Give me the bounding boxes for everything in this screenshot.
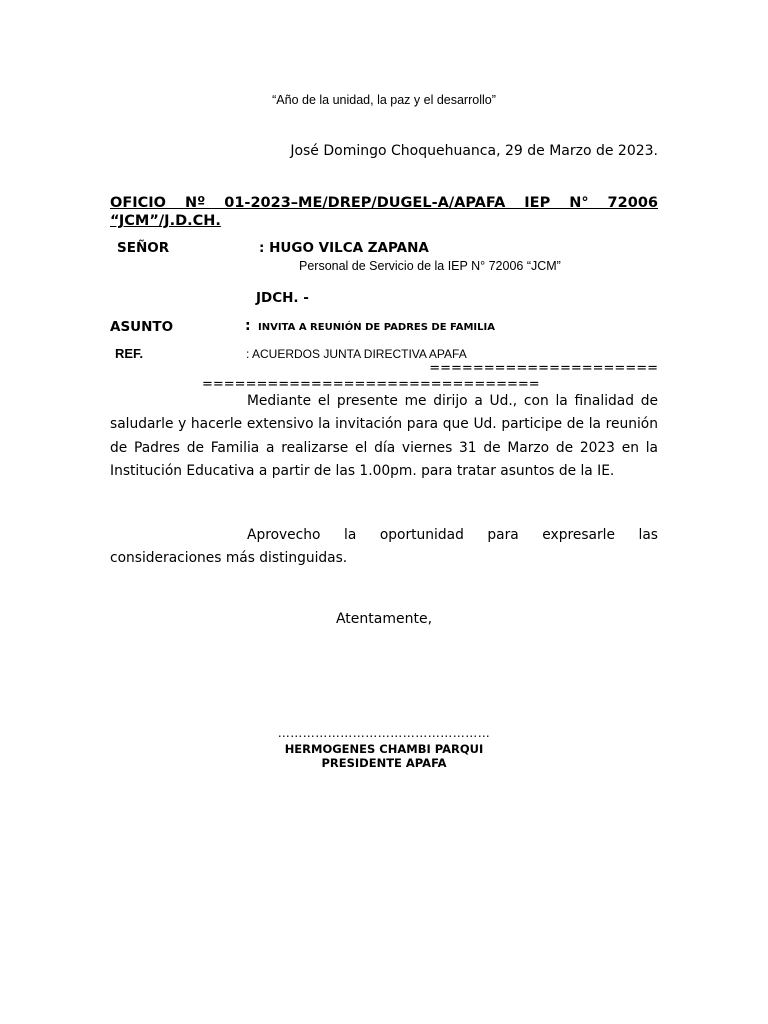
signer-name: HERMOGENES CHAMBI PARQUI (284, 742, 484, 756)
closing-salutation: Atentamente, (335, 611, 433, 627)
recipient-role: Personal de Servicio de la IEP N° 72006 “JCM” (299, 259, 561, 273)
body-paragraph-1 (110, 390, 658, 484)
body-paragraph-2 (110, 524, 658, 571)
subject-colon: : (245, 318, 251, 334)
oficio-reference-number (110, 194, 658, 230)
oficio-line-2: “JCM”/J.D.CH. (110, 213, 221, 229)
separator-line-1: ===================== (429, 361, 658, 376)
signer-title: PRESIDENTE APAFA (321, 756, 447, 770)
place-date: José Domingo Choquehuanca, 29 de Marzo de 2023. (290, 143, 658, 159)
signature-line: …………………………………………… (277, 726, 491, 740)
oficio-line-1: OFICIO Nº 01-2023–ME/DREP/DUGEL-A/APAFA IEP N° 72006 (110, 195, 658, 211)
body-paragraph-1-text: Mediante el presente me dirijo a Ud., con la finalidad de saludarle y hacerle extensivo la invitación para que Ud. participe de la reunión de Padres de Familia a realizarse el día viernes 31 de Marzo de 2023 en la Institución Educativa a partir de las 1.00pm. para tratar asuntos de la IE. (110, 393, 658, 480)
recipient-name: : HUGO VILCA ZAPANA (259, 240, 429, 256)
reference-label: REF. (115, 346, 144, 361)
subject-value: INVITA A REUNIÓN DE PADRES DE FAMILIA (258, 322, 495, 333)
separator-line-2: =============================== (202, 377, 540, 392)
body-paragraph-2-text: Aprovecho la oportunidad para expresarle las consideraciones más distinguidas. (110, 527, 658, 567)
year-motto: “Año de la unidad, la paz y el desarrollo” (272, 93, 496, 107)
recipient-location: JDCH. - (256, 290, 309, 306)
reference-value: : ACUERDOS JUNTA DIRECTIVA APAFA (246, 347, 467, 361)
recipient-label: SEÑOR (117, 240, 170, 256)
subject-label: ASUNTO (110, 319, 174, 335)
